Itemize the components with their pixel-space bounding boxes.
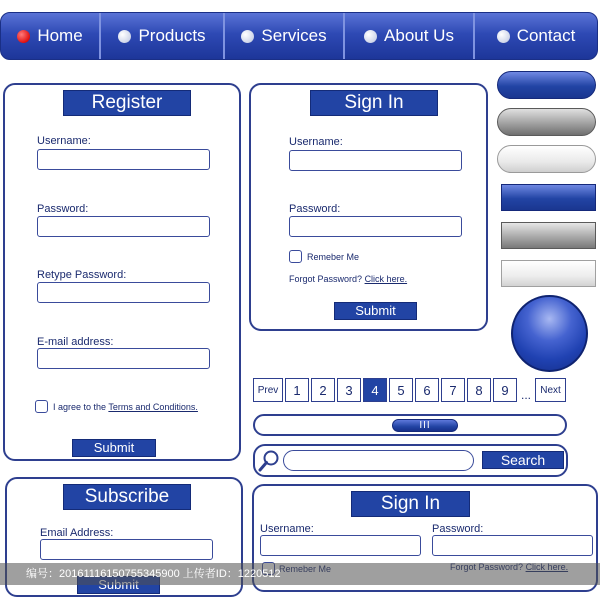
signin-title: Sign In: [310, 90, 438, 116]
agree-text: [53, 402, 198, 412]
magnifier-icon: [258, 449, 282, 473]
page-button[interactable]: 9: [493, 378, 517, 402]
register-title: Register: [63, 90, 191, 116]
page-button[interactable]: 5: [389, 378, 413, 402]
password-label: Password:: [432, 523, 484, 535]
register-username-field[interactable]: [37, 149, 210, 170]
password-label: Password:: [37, 203, 89, 215]
signin2-username-field[interactable]: [260, 535, 421, 556]
dot-icon: [118, 30, 131, 43]
active-dot-icon: [17, 30, 30, 43]
agree-checkbox[interactable]: [35, 400, 48, 413]
nav-label: Services: [261, 26, 327, 45]
retype-password-label: Retype Password:: [37, 269, 127, 281]
nav-item-about-us[interactable]: [345, 13, 475, 59]
page-button[interactable]: 2: [311, 378, 335, 402]
search-input[interactable]: [283, 450, 474, 471]
prev-button[interactable]: Prev: [253, 378, 283, 402]
nav-label: Contact: [516, 26, 576, 45]
scrollbar-thumb[interactable]: III: [392, 419, 458, 432]
username-label: Username:: [37, 135, 91, 147]
search-bar: [253, 444, 568, 477]
round-orb-button[interactable]: [511, 295, 588, 372]
nav-item-services[interactable]: [225, 13, 345, 59]
pagination: [253, 378, 568, 402]
dot-icon: [241, 30, 254, 43]
page-button[interactable]: 8: [467, 378, 491, 402]
blue-rect-button[interactable]: [501, 184, 596, 211]
email-label: Email Address:: [40, 527, 114, 539]
username-label: Username:: [260, 523, 314, 535]
page-button[interactable]: 1: [285, 378, 309, 402]
forgot-text: [289, 274, 407, 284]
email-label: E-mail address:: [37, 336, 114, 348]
remember-checkbox[interactable]: [289, 250, 302, 263]
subscribe-email-field[interactable]: [40, 539, 213, 560]
register-retype-password-field[interactable]: [37, 282, 210, 303]
watermark-bar: 编号：20161116150755345900 上传者ID：1220512: [0, 563, 600, 585]
forgot-link[interactable]: Click here.: [364, 274, 408, 284]
subscribe-title: Subscribe: [63, 484, 191, 510]
page-button[interactable]: 3: [337, 378, 361, 402]
nav-item-products[interactable]: [101, 13, 225, 59]
signin2-title: Sign In: [351, 491, 470, 517]
page-button-current[interactable]: 4: [363, 378, 387, 402]
signin-username-field[interactable]: [289, 150, 462, 171]
white-pill-button[interactable]: [497, 145, 596, 173]
username-label: Username:: [289, 136, 343, 148]
white-rect-button[interactable]: [501, 260, 596, 287]
signin2-password-field[interactable]: [432, 535, 593, 556]
register-email-field[interactable]: [37, 348, 210, 369]
forgot-prefix: Forgot Password?: [289, 274, 363, 284]
gray-pill-button[interactable]: [497, 108, 596, 136]
main-nav: [0, 12, 598, 60]
remember-label: Remeber Me: [307, 252, 360, 262]
gray-rect-button[interactable]: [501, 222, 596, 249]
nav-item-home[interactable]: [1, 13, 101, 59]
agree-prefix: I agree to the: [53, 402, 107, 412]
blue-pill-button[interactable]: [497, 71, 596, 99]
pagination-ellipsis: ...: [520, 388, 531, 402]
nav-item-contact[interactable]: [475, 13, 597, 59]
signin-panel: [249, 83, 488, 331]
dot-icon: [497, 30, 510, 43]
horizontal-scrollbar[interactable]: [253, 414, 567, 436]
register-panel: [3, 83, 241, 461]
password-label: Password:: [289, 203, 341, 215]
nav-label: Products: [138, 26, 206, 45]
next-button[interactable]: Next: [535, 378, 566, 402]
terms-link[interactable]: Terms and Conditions.: [108, 402, 198, 412]
nav-label: Home: [37, 26, 83, 45]
register-password-field[interactable]: [37, 216, 210, 237]
signin-password-field[interactable]: [289, 216, 462, 237]
dot-icon: [364, 30, 377, 43]
search-button[interactable]: Search: [482, 451, 564, 469]
page-button[interactable]: 7: [441, 378, 465, 402]
nav-label: About Us: [384, 26, 454, 45]
signin-submit-button[interactable]: Submit: [334, 302, 417, 320]
register-submit-button[interactable]: Submit: [72, 439, 156, 457]
page-button[interactable]: 6: [415, 378, 439, 402]
